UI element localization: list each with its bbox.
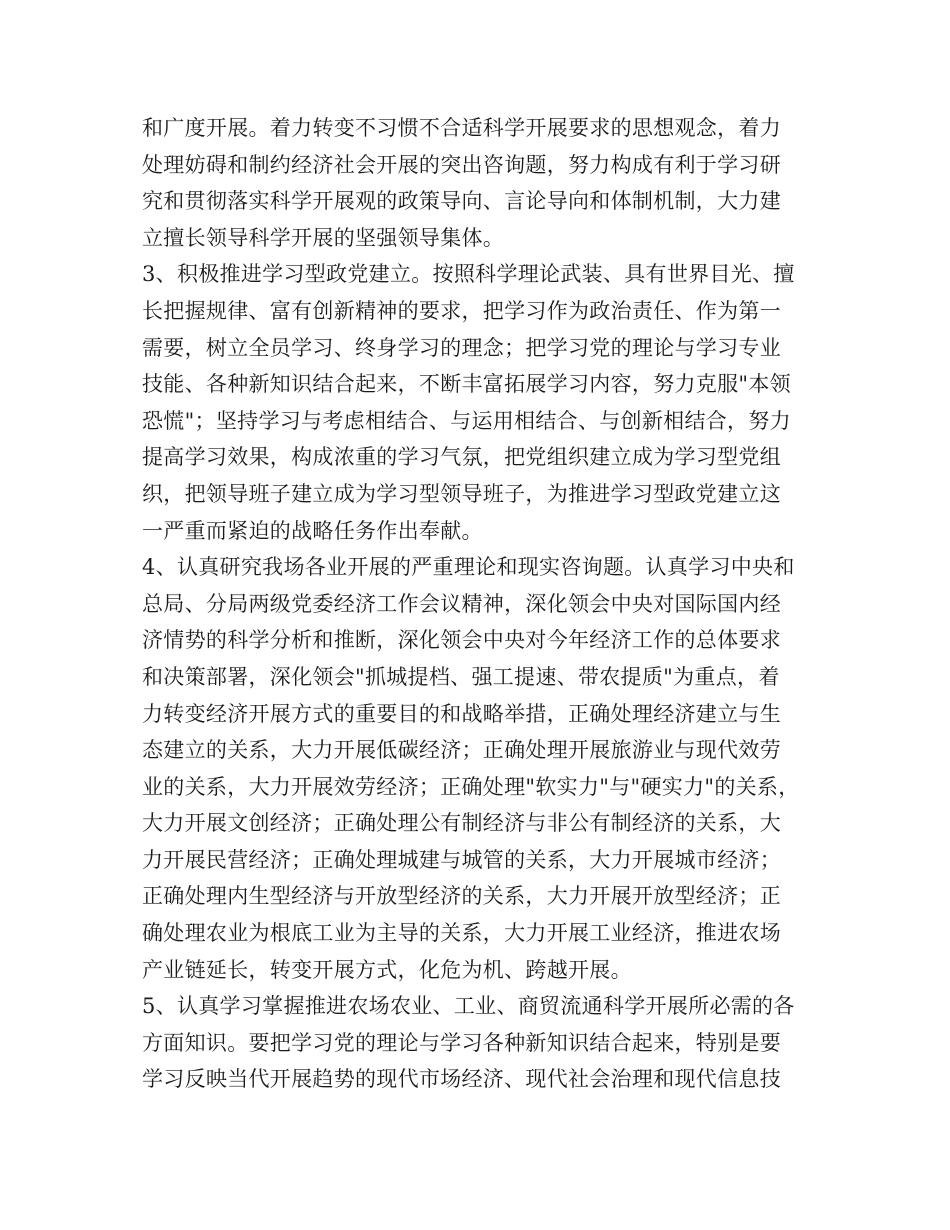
text-line: 处理妨碍和制约经济社会开展的突出咨询题，努力构成有利于学习研 <box>142 152 781 177</box>
text-line: 大力开展文创经济；正确处理公有制经济与非公有制经济的关系，大 <box>142 811 781 836</box>
text-line: 总局、分局两级党委经济工作会议精神，深化领会中央对国际国内经 <box>142 591 781 616</box>
text-line: 一严重而紧迫的战略任务作出奉献。 <box>142 518 483 543</box>
text-line: 力开展民营经济；正确处理城建与城管的关系，大力开展城市经济； <box>142 847 781 872</box>
body-text <box>142 110 822 1098</box>
text-line: 需要，树立全员学习、终身学习的理念；把学习党的理论与学习专业 <box>142 335 781 360</box>
text-line: 织，把领导班子建立成为学习型领导班子，为推进学习型政党建立这 <box>142 481 781 506</box>
text-line: 力转变经济开展方式的重要目的和战略举措，正确处理经济建立与生 <box>142 701 781 726</box>
text-line: 和广度开展。着力转变不习惯不合适科学开展要求的思想观念，着力 <box>142 116 781 140</box>
text-line: 5、认真学习掌握推进农场农业、工业、商贸流通科学开展所必需的各 <box>142 994 795 1019</box>
text-line: 确处理农业为根底工业为主导的关系，大力开展工业经济，推进农场 <box>142 921 781 946</box>
text-line: 方面知识。要把学习党的理论与学习各种新知识结合起来，特别是要 <box>142 1030 781 1055</box>
text-line: 提高学习效果，构成浓重的学习气氛，把党组织建立成为学习型党组 <box>142 445 781 470</box>
text-line: 态建立的关系，大力开展低碳经济；正确处理开展旅游业与现代效劳 <box>142 738 781 763</box>
text-line: 正确处理内生型经济与开放型经济的关系，大力开展开放型经济；正 <box>142 884 781 909</box>
text-line: 产业链延长，转变开展方式，化危为机、跨越开展。 <box>142 957 632 982</box>
text-line: 恐慌"；坚持学习与考虑相结合、与运用相结合、与创新相结合，努力 <box>142 408 791 433</box>
text-line: 3、积极推进学习型政党建立。按照科学理论武装、具有世界目光、擅 <box>142 262 795 287</box>
text-line: 长把握规律、富有创新精神的要求，把学习作为政治责任、作为第一 <box>142 298 781 323</box>
text-line: 学习反映当代开展趋势的现代市场经济、现代社会治理和现代信息技 <box>142 1067 781 1092</box>
text-line: 技能、各种新知识结合起来，不断丰富拓展学习内容，努力克服"本领 <box>142 372 791 397</box>
text-line: 4、认真研究我场各业开展的严重理论和现实咨询题。认真学习中央和 <box>142 555 795 580</box>
text-line: 业的关系，大力开展效劳经济；正确处理"软实力"与"硬实力"的关系， <box>142 774 800 799</box>
text-line: 和决策部署，深化领会"抓城提档、强工提速、带农提质"为重点，着 <box>142 664 780 689</box>
text-line: 立擅长领导科学开展的坚强领导集体。 <box>142 225 505 250</box>
text-line: 济情势的科学分析和推断，深化领会中央对今年经济工作的总体要求 <box>142 628 781 653</box>
text-line: 究和贯彻落实科学开展观的政策导向、言论导向和体制机制，大力建 <box>142 189 781 214</box>
